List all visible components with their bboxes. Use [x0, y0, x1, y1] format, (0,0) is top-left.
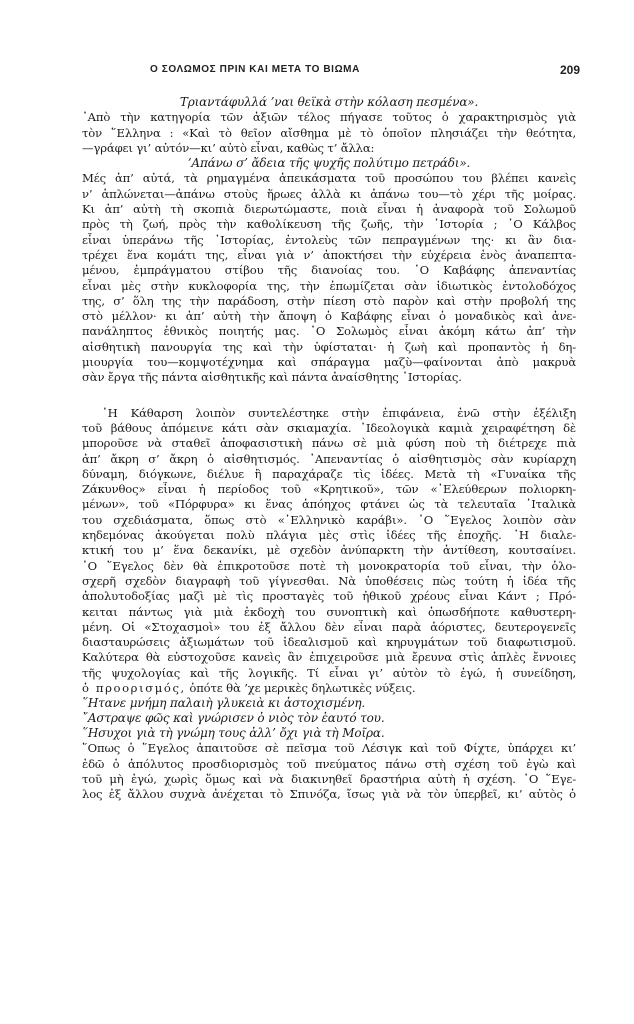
text-line: τὸν ῞Ελληνα : «Καὶ τὸ θεῖον αἴσθημα μὲ τὸ ὁποῖον πλησιάζει τὴν θεότητα, — [82, 125, 576, 140]
text-line: ἐδῶ ὁ ἀπόλυτος προσδιορισμὸς τοῦ πνεύματος πάνω στὴ σχέση τοῦ ἐγὼ καὶ — [82, 756, 576, 771]
text-line: Καλύτερα θὰ εὐστοχοῦσε κανεὶς ἂν ἐπιχειροῦσε μιὰ ἔρευνα στὶς ἁπλὲς ἔννοιες — [82, 650, 576, 665]
paragraph-4 — [82, 741, 576, 802]
text-line: εἶναι μὲς στὴν κυκλοφορία της, τὴν ἐπωμίζεται σὰν ἰδιωτικὸς ἐντολοδόχος — [82, 278, 576, 293]
page-number: 209 — [559, 63, 580, 77]
text-line: κηδεμόνας ἀκούγεται πολὺ πλάγια μὲς στὶς ἰδέες τῆς ἐποχῆς. ῾Η διαλε- — [82, 528, 576, 543]
page-header — [90, 64, 580, 80]
text-line: ἀπ’ ἄκρη σ’ ἄκρη ὁ αἰσθητισμός. ᾿Απεναντίας ὁ αἰσθητισμὸς σὰν κυρίαρχη — [82, 451, 576, 466]
text-line: ἀπολυτοδοξίας μαζὶ μὲ τὶς προσταγὲς τοῦ ἠθικοῦ χρέους εἶναι Κάντ ; Πρό- — [82, 589, 576, 604]
verse-quote-1: Τριαντάφυλλά ’ναι θεϊκὰ στὴν κόλαση πεσμένα». — [179, 95, 479, 109]
text-line: Ζάκυνθος» εἶναι ἡ περίοδος τοῦ «Κρητικοῦ», τῶν «᾿Ελεύθερων πολιορκη- — [82, 482, 576, 497]
paragraph-1 — [82, 110, 576, 156]
text-line: πρὸς τὴ ζωή, πρὸς τὴν καθολίκευση τῆς ζωῆς, τὴν ῾Ιστορία ; ῾Ο Κάλβος — [82, 217, 576, 232]
text-line: ᾿Απὸ τὴν κατηγορία τῶν ἀξιῶν τέλος πήγασε τοῦτος ὁ χαρακτηρισμὸς γιὰ — [82, 110, 576, 125]
text-line: τοῦ βάθους ἀπόμεινε κάτι σὰν σκιαμαχία. ᾿Ιδεολογικὰ καμιὰ χειραφέτηση δὲ — [82, 420, 576, 435]
text-line: ν’ ἁπλώνεται—ἀπάνω στοὺς ἥρωες ἀλλὰ κι ἀπάνω του—τὸ χέρι τῆς μοίρας. — [82, 186, 576, 201]
body-text — [82, 95, 576, 802]
text-line: τρέχει ἕνα κομάτι της, εἶναι γιὰ ν’ ἀποκτήσει τὴν εὐχέρεια ἑνὸς ἀναπεπτα- — [82, 247, 576, 262]
text-line: ῾Η Κάθαρση λοιπὸν συντελέστηκε στὴν ἐπιφάνεια, ἐνῶ στὴν ἐξέλιξη — [102, 405, 576, 420]
text-line: μένου, ἐμπράγματου στίβου τῆς διανοίας του. ῾Ο Καβάφης ἀπεναντίας — [82, 263, 576, 278]
text-line: διασταυρώσεις ἀξιωμάτων τοῦ ἰδεαλισμοῦ καὶ κηρυγμάτων τοῦ διαφωτισμοῦ. — [82, 635, 576, 650]
text-line: μποροῦσε νὰ σταθεῖ ἀποφασιστικὴ πάνω σὲ μιὰ φύση ποὺ τὴ διέτρεχε πιὰ — [82, 436, 576, 451]
paragraph-3 — [82, 406, 576, 697]
verse-quote-2: ’Απάνω σ’ ἄδεια τῆς ψυχῆς πολύτιμο πετράδι». — [187, 156, 471, 171]
paragraph-2 — [82, 171, 576, 385]
running-head: Ο ΣΟΛΩΜΟΣ ΠΡΙΝ ΚΑΙ ΜΕΤΑ ΤΟ ΒΙΩΜΑ — [150, 64, 360, 75]
poem-quote — [82, 696, 576, 741]
text-line: του σχεδιάσματα, ὅπως στὸ «῾Ελληνικὸ καράβι». ῾Ο ῞Εγελος λοιπὸν σὰν — [82, 512, 576, 527]
text-line: ῞Οπως ὁ ῞Εγελος ἀπαιτοῦσε σὲ πεῖσμα τοῦ Λέσιγκ καὶ τοῦ Φίχτε, ὑπάρχει κι’ — [82, 741, 576, 756]
text-line — [82, 681, 576, 696]
text-line: μένων», τοῦ «Πόρφυρα» κι ἕνας ἀπόηχος φτάνει ὡς τὰ τελευταῖα ᾿Ιταλικὰ — [82, 497, 576, 512]
text-line: μιουργία του—κομψοτέχνημα καὶ σπάραγμα μαζὺ—φαίνονται ἀπὸ μακρυὰ — [82, 355, 576, 370]
text-line: στὸ μέλλον· κι ἀπ’ αὐτὴ τὴν ἄποψη ὁ Καβάφης εἶναι ὁ μοναδικὸς καὶ ἀνε- — [82, 309, 576, 324]
text-line: —γράφει γι’ αὐτόν—κι’ αὐτὸ εἶναι, καθὼς τ’ ἄλλα: — [82, 140, 375, 155]
text-line: σχερῆ σχεδὸν διαγραφὴ τοῦ γίγνεσθαι. Νὰ ὑποθέσεις πὼς τούτη ἡ ἰδέα τῆς — [82, 573, 576, 588]
text-line: λος ἐξ ἄλλου συχνὰ ἀνέχεται τὸ Σπινόζα, ἴσως γιὰ νὰ τὸν ὑπερβεῖ, κι’ αὐτὸς ὁ — [82, 787, 576, 802]
text-line: ῾Ο ῞Εγελος δὲν θὰ ἐπικροτοῦσε ποτὲ τὴ μονοκρατορία τοῦ εἶναι, τὴν ὁλο- — [82, 558, 576, 573]
text-line: αἰσθητικὴ πανουργία της καὶ τὴν ὑφίσταται· ἡ ζωὴ καὶ προπαντὸς ἡ δη- — [82, 339, 576, 354]
text-line: Κι ἀπ’ αὐτὴ τὴ σκοπιὰ διερωτώμαστε, ποιὰ εἶναι ἡ ἀναφορὰ τοῦ Σολωμοῦ — [82, 202, 576, 217]
text-line: της, σ’ ὅλη της τὴν παράδοση, στὴν πίεση στὸ παρὸν καὶ στὴν προβολή της — [82, 293, 576, 308]
spaced-term: ὁ προορισμός, — [82, 680, 186, 695]
text-line: πανάληπτος ἐθνικὸς ποιητής μας. ῾Ο Σολωμὸς εἶναι ἀκόμη κάτω ἀπ’ τὴν — [82, 324, 576, 339]
poem-line: ῎Αστραψε φῶς καὶ γνώρισεν ὁ νιὸς τὸν ἑαυτό του. — [82, 711, 385, 726]
text-line: τοῦ μὴ ἐγώ, χωρὶς ὅμως καὶ νὰ διακινηθεῖ δραστήρια αὐτὴ ἡ σχέση. ῾Ο ῞Εγε- — [82, 771, 576, 786]
poem-line: ῞Ησυχοι γιὰ τὴ γνώμη τους ἀλλ’ ὄχι γιὰ τὴ Μοῖρα. — [82, 726, 385, 741]
text-line: Μές ἀπ’ αὐτά, τὰ ρημαγμένα ἀπεικάσματα τοῦ προσώπου του βλέπει κανεὶς — [82, 171, 576, 186]
text-line: εἶναι ὑπεράνω τῆς ῾Ιστορίας, ἐντολεὺς τῶν πεπραγμένων της· κι ἂν δια- — [82, 232, 576, 247]
text-line: κειται πάντως γιὰ μιὰ ἐκδοχὴ του συνοπτικὴ καὶ ὁπωσδήποτε καθυστερη- — [82, 604, 576, 619]
text-line: σὰν ἔργα τῆς πάντα αἰσθητικῆς καὶ πάντα ἀναίσθητης ῾Ιστορίας. — [82, 370, 462, 385]
text-line: κτική του μ’ ἕνα δεκανίκι, μὲ σχεδὸν ἀνύπαρκτη τὴν ἀντίθεση, κουτσαίνει. — [82, 543, 576, 558]
text-line: δύναμη, διόγκωνε, διέλυε ἢ παραχάραζε τὶς ἰδέες. Μετὰ τὴ «Γυναίκα τῆς — [82, 466, 576, 481]
text-line: μένη. Οἱ «Στοχασμοὶ» του ἐξ ἄλλου δὲν εἶναι παρὰ ἀόριστες, δευτερογενεῖς — [82, 619, 576, 634]
poem-line: ῞Ητανε μνήμη παλαιὴ γλυκειὰ κι ἀστοχισμένη. — [82, 696, 366, 711]
text-fragment: ὁπότε θὰ ’χε μερικὲς δηλωτικὲς νύξεις. — [185, 680, 416, 695]
text-line: τῆς ψυχολογίας καὶ τῆς λογικῆς. Τί εἶναι γι’ αὐτὸν τὸ ἐγώ, ἡ συνείδηση, — [82, 665, 576, 680]
